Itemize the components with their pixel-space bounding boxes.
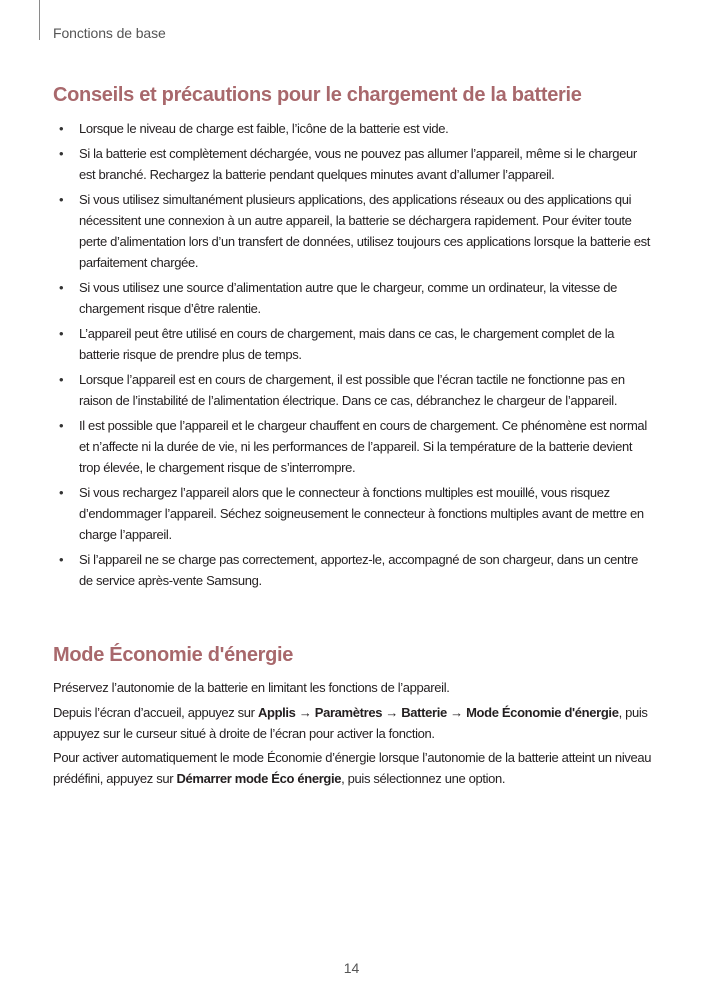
path-step-battery: Batterie: [401, 705, 447, 720]
bullet-icon: •: [59, 552, 64, 567]
list-item: [53, 143, 653, 185]
arrow-icon: →: [382, 705, 402, 720]
bullet-icon: •: [59, 121, 64, 136]
bullet-icon: •: [59, 326, 64, 341]
list-item-text: Si vous utilisez une source d’alimentation autre que le chargeur, comme un ordinateur, la vitesse de chargement risque d’être ralentie.: [79, 280, 618, 316]
path-step-settings: Paramètres: [314, 705, 383, 720]
auto-activate-paragraph: [53, 747, 653, 789]
bullet-icon: •: [59, 192, 64, 207]
path-suffix: , puis appuyez sur le curseur situé à droite de l’écran pour activer la fonction.: [53, 705, 648, 741]
list-item-text: Lorsque l’appareil est en cours de chargement, il est possible que l’écran tactile ne fonctionne pas en raison de l’instabilité de l’alimentation électrique. Dans ce cas, débranchez le chargeur de l’appareil.: [79, 372, 625, 408]
auto-suffix: , puis sélectionnez une option.: [341, 771, 506, 786]
running-header: Fonctions de base: [53, 25, 166, 41]
arrow-icon: →: [295, 705, 315, 720]
auto-prefix: Pour activer automatiquement le mode Économie d’énergie lorsque l’autonomie de la batterie atteint un niveau prédéfini, appuyez sur: [53, 750, 652, 786]
list-item-text: Si l’appareil ne se charge pas correctement, apportez-le, accompagné de son chargeur, dans un centre de service après-vente Samsung.: [79, 552, 639, 588]
path-prefix: Depuis l’écran d’accueil, appuyez sur: [53, 705, 258, 720]
list-item-text: Il est possible que l’appareil et le chargeur chauffent en cours de chargement. Ce phénomène est normal et n’affecte ni la durée de vie, ni les performances de l’appareil. Si la température de la batterie devient trop élevée, le chargement risque de s’interrompre.: [79, 418, 647, 475]
list-item: [53, 277, 653, 319]
list-item: [53, 323, 653, 365]
path-step-power-saving: Mode Économie d'énergie: [466, 705, 619, 720]
section-title-power-saving: Mode Économie d'énergie: [53, 644, 294, 666]
charging-tips-list: [53, 118, 653, 595]
bullet-icon: •: [59, 146, 64, 161]
list-item-text: Si vous rechargez l’appareil alors que le connecteur à fonctions multiples est mouillé, vous risquez d’endommager l’appareil. Séchez soigneusement le connecteur à fonctions multiples avant de mettre en charge l’appareil.: [79, 485, 644, 542]
intro-paragraph: Préservez l’autonomie de la batterie en limitant les fonctions de l’appareil.: [53, 680, 450, 695]
list-item-text: Si vous utilisez simultanément plusieurs applications, des applications réseaux ou des applications qui nécessitent une connexion à un autre appareil, la batterie se déchargera rapidement. Pour éviter toute perte d’alimentation lors d’un transfert de données, utilisez toujours ces applications lorsque la batterie est parfaitement chargée.: [79, 192, 651, 270]
list-item-text: Si la batterie est complètement déchargée, vous ne pouvez pas allumer l’appareil, même si le chargeur est branché. Rechargez la batterie pendant quelques minutes avant d’allumer l’appareil.: [79, 146, 637, 182]
bullet-icon: •: [59, 418, 64, 433]
bullet-icon: •: [59, 372, 64, 387]
bullet-icon: •: [59, 485, 64, 500]
list-item: [53, 118, 653, 139]
list-item: [53, 482, 653, 545]
bullet-icon: •: [59, 280, 64, 295]
path-step-apps: Applis: [257, 705, 296, 720]
settings-path-paragraph: [53, 702, 653, 744]
list-item-text: Lorsque le niveau de charge est faible, l’icône de la batterie est vide.: [79, 121, 449, 136]
arrow-icon: →: [446, 705, 467, 720]
list-item: [53, 189, 653, 273]
list-item-text: L’appareil peut être utilisé en cours de chargement, mais dans ce cas, le chargement complet de la batterie risque de prendre plus de temps.: [79, 326, 615, 362]
start-power-saving-option: Démarrer mode Éco énergie: [176, 771, 342, 786]
page-number: 14: [343, 960, 360, 976]
section-title-charging-tips: Conseils et précautions pour le chargement de la batterie: [53, 84, 582, 106]
list-item: [53, 369, 653, 411]
header-rule: [39, 0, 40, 40]
list-item: [53, 549, 653, 591]
list-item: [53, 415, 653, 478]
